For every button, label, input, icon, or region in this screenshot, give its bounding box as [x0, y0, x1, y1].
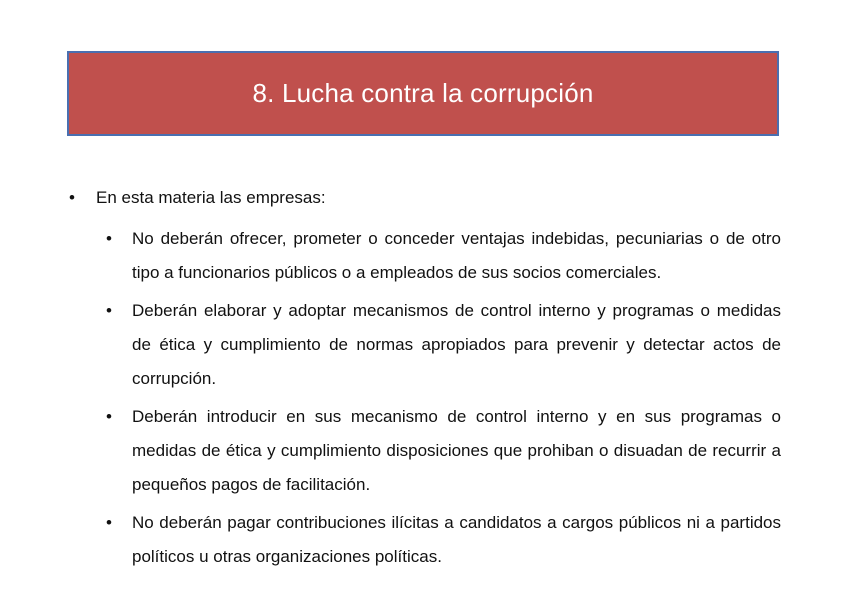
list-item	[67, 294, 781, 396]
list-item	[67, 506, 781, 574]
list-item-text: Deberán elaborar y adoptar mecanismos de control interno y programas o medidas de ética y cumplimiento de normas apropiados para prevenir y detectar actos de corrupción.	[132, 301, 781, 388]
list-item	[67, 400, 781, 502]
bullet-icon: •	[106, 407, 112, 426]
list-item-text: No deberán ofrecer, prometer o conceder ventajas indebidas, pecuniarias o de otro tipo a funcionarios públicos o a empleados de sus socios comerciales.	[132, 229, 781, 282]
obligations-list	[67, 222, 781, 574]
slide-title: 8. Lucha contra la corrupción	[252, 78, 594, 108]
list-item	[67, 222, 781, 290]
bullet-icon: •	[106, 229, 112, 248]
intro-bullet	[67, 186, 781, 210]
bullet-icon: •	[106, 513, 112, 532]
bullet-icon: •	[106, 301, 112, 320]
intro-text: En esta materia las empresas:	[96, 188, 326, 207]
list-item-text: No deberán pagar contribuciones ilícitas a candidatos a cargos públicos ni a partidos políticos u otras organizaciones políticas.	[132, 513, 781, 566]
bullet-icon: •	[69, 188, 75, 207]
list-item-text: Deberán introducir en sus mecanismo de control interno y en sus programas o medidas de ética y cumplimiento disposiciones que prohiban o disuadan de recurrir a pequeños pagos de facilitación.	[132, 407, 781, 494]
slide-body	[67, 186, 781, 578]
slide-title-banner	[67, 51, 779, 136]
